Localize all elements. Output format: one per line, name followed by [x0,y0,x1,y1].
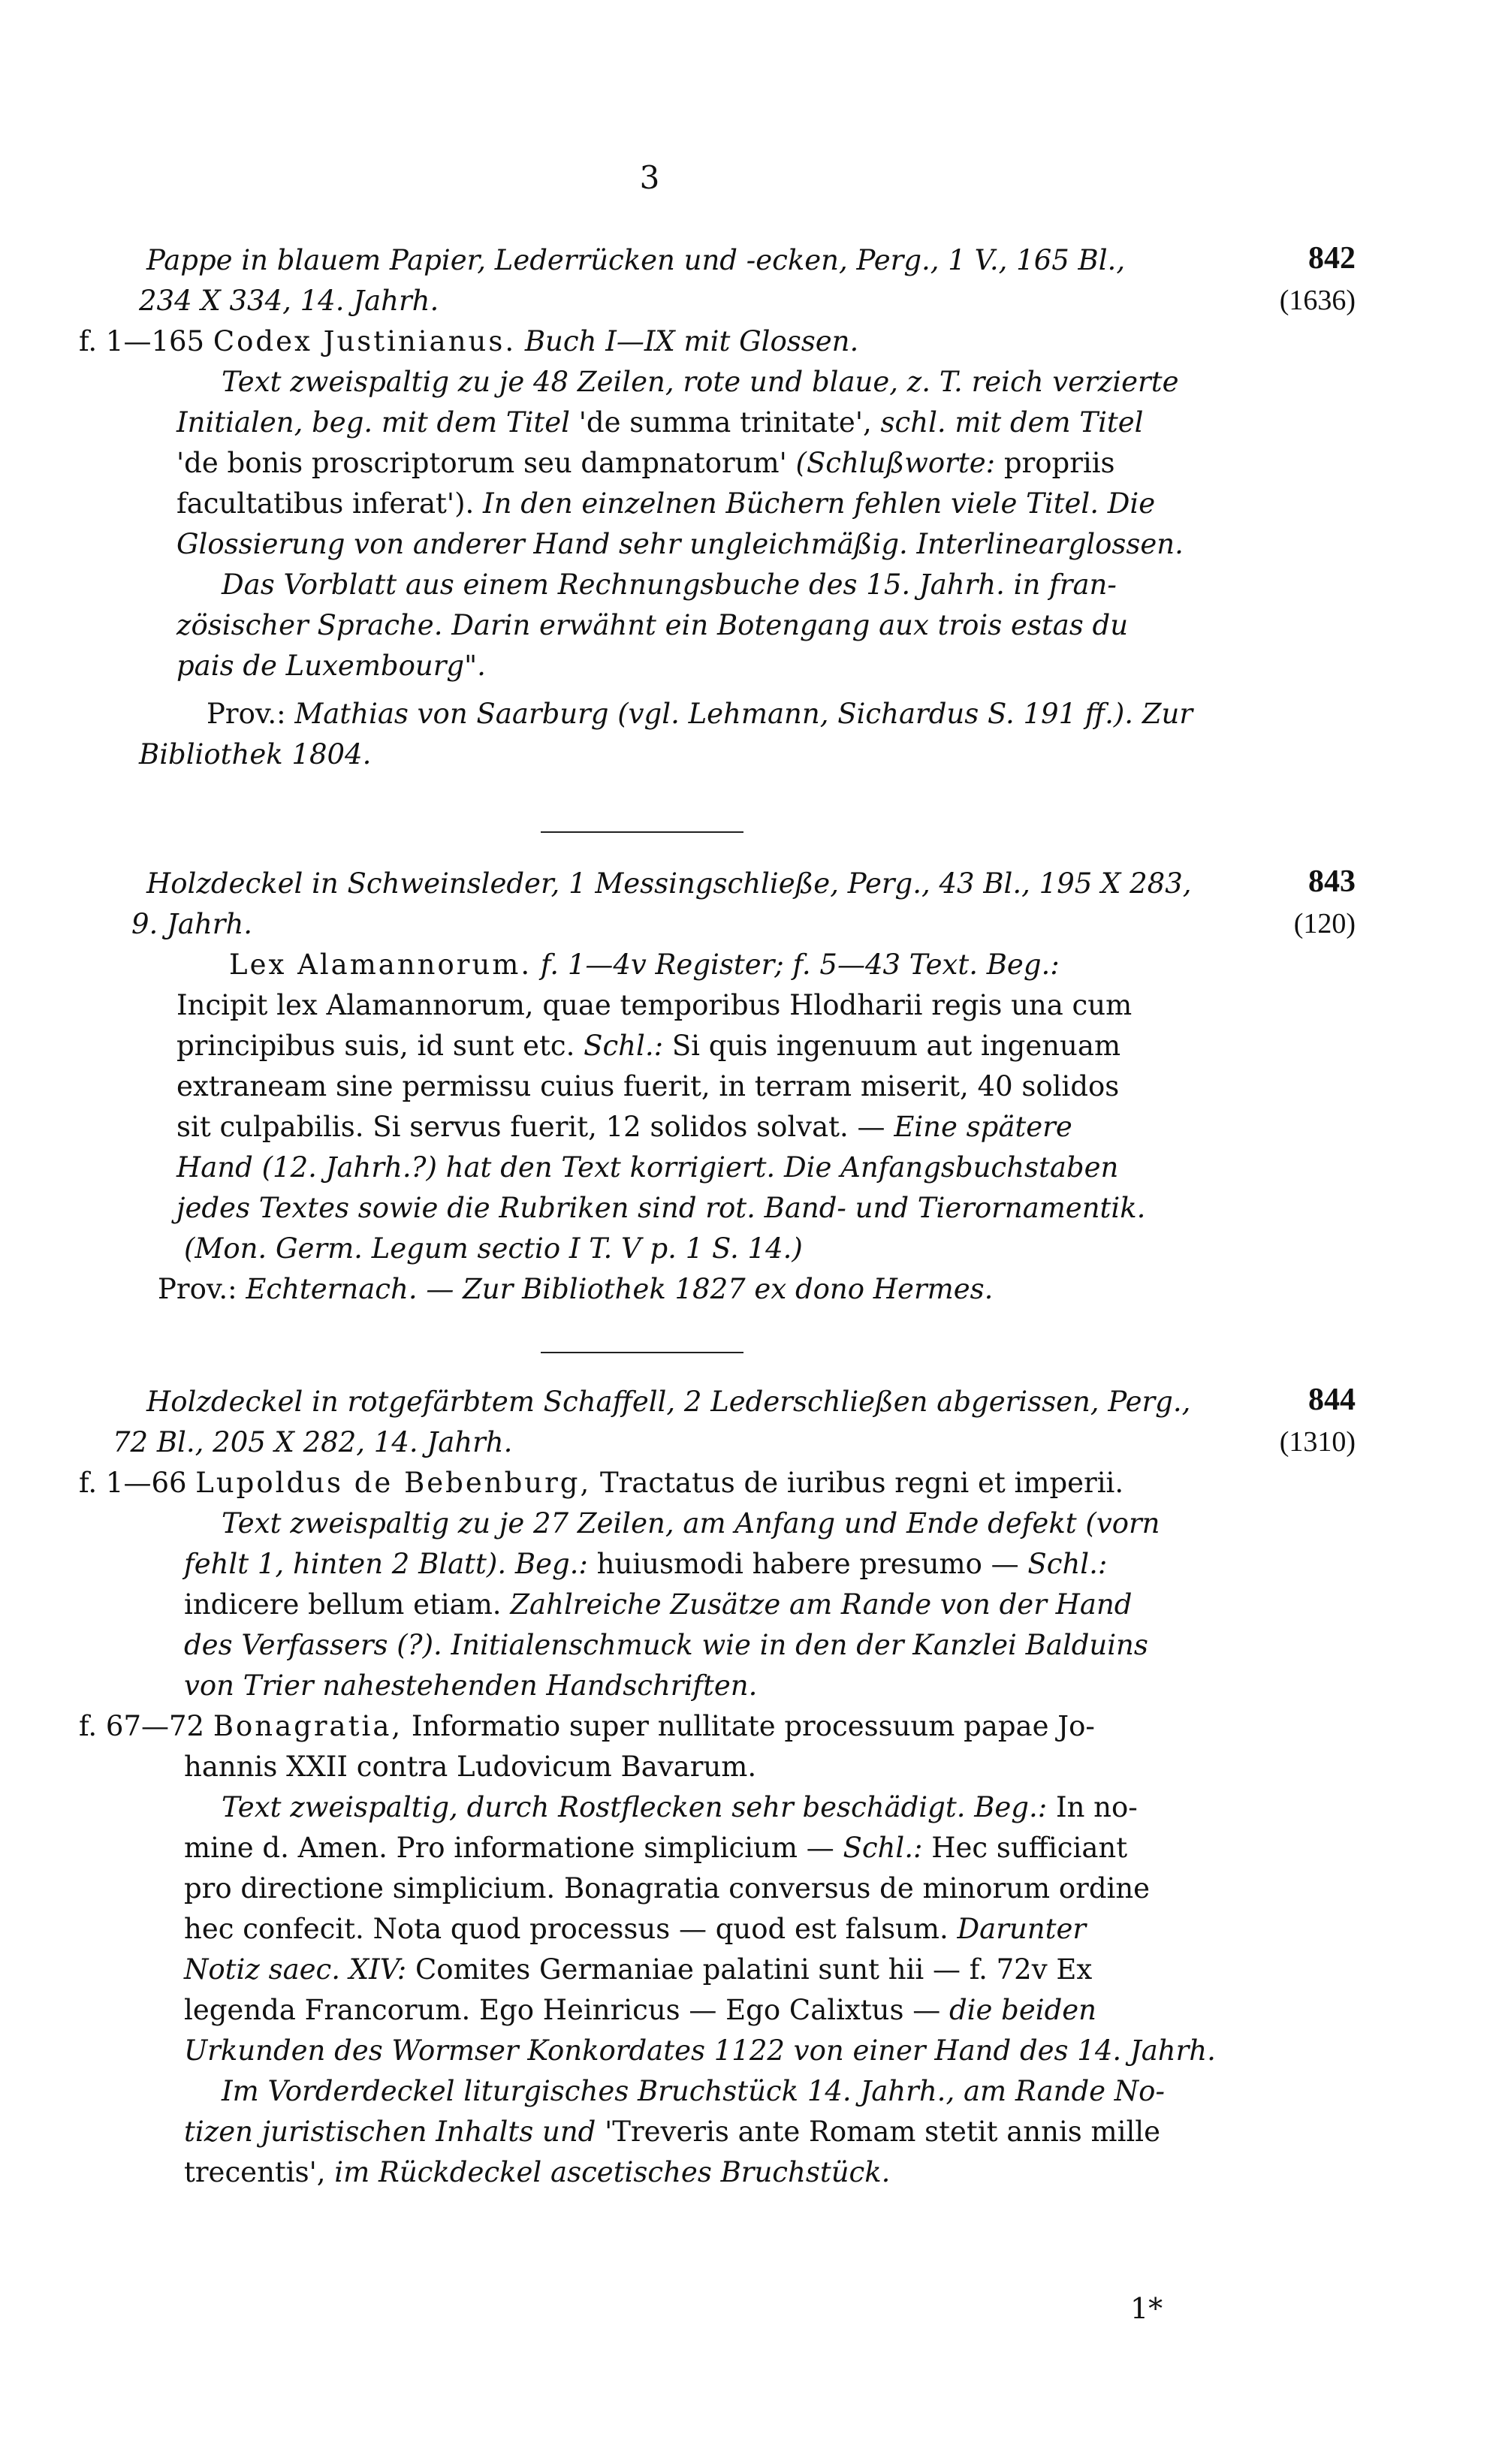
content-line: hannis XXII contra Ludovicum Bavarum. [184,1751,757,1783]
entry-description: Holzdeckel in Schweinsleder, 1 Messingschließe, Perg., 43 Bl., 195 X 283, [146,867,1192,900]
catalog-entry-844 [79,1382,1356,2193]
content-line: Incipit lex Alamannorum, quae temporibus Hlodharii regis una cum [176,989,1133,1021]
content-line: Text zweispaltig, durch Rostflecken sehr beschädigt. Beg.: In no- [222,1791,1138,1823]
entry-description-cont: 9. Jahrh. [131,908,253,940]
old-number: (1310) [1279,1426,1356,1458]
content-line: Glossierung von anderer Hand sehr ungleichmäßig. Interlinearglossen. [176,528,1184,560]
content-line: des Verfassers (?). Initialenschmuck wie in den der Kanzlei Balduins [184,1629,1148,1661]
content-line: Das Vorblatt aus einem Rechnungsbuche des 15. Jahrh. in fran- [222,568,1117,601]
content-line: 'de bonis proscriptorum seu dampnatorum' (Schlußworte: propriis [176,447,1115,479]
entry-description: Holzdeckel in rotgefärbtem Schaffell, 2 Lederschließen abgerissen, Perg., [146,1386,1191,1418]
old-number: (120) [1293,908,1356,939]
content-line: Text zweispaltig zu je 27 Zeilen, am Anfang und Ende defekt (vorn [222,1507,1160,1540]
content-line: hec confecit. Nota quod processus — quod est falsum. Darunter [184,1913,1087,1945]
content-line: pro directione simplicium. Bonagratia conversus de minorum ordine [184,1872,1151,1905]
content-line: (Mon. Germ. Legum sectio I T. V p. 1 S. 14.) [184,1232,803,1265]
content-line: extraneam sine permissu cuius fuerit, in terram miserit, 40 solidos [176,1070,1120,1102]
content-line: fehlt 1, hinten 2 Blatt). Beg.: huiusmodi habere presumo — Schl.: [184,1548,1108,1580]
content-line: pais de Luxembourg". [176,650,486,682]
provenance-line: Prov.: Echternach. — Zur Bibliothek 1827 ex dono Hermes. [158,1273,994,1305]
separator-rule [541,831,743,833]
content-line: indicere bellum etiam. Zahlreiche Zusätze am Rande von der Hand [184,1588,1133,1621]
entry-description-cont: 234 X 334, 14. Jahrh. [139,285,439,317]
entry-description-cont: 72 Bl., 205 X 282, 14. Jahrh. [113,1426,513,1458]
content-line: zösischer Sprache. Darin erwähnt ein Botengang aux trois estas du [176,609,1129,641]
content-line: Hand (12. Jahrh.?) hat den Text korrigiert. Die Anfangsbuchstaben [176,1151,1119,1184]
content-line: von Trier nahestehenden Handschriften. [184,1669,758,1702]
old-number: (1636) [1279,285,1356,316]
content-line: Im Vorderdeckel liturgisches Bruchstück 14. Jahrh., am Rande No- [222,2075,1165,2107]
content-line: principibus suis, id sunt etc. Schl.: Si quis ingenuum aut ingenuam [176,1030,1121,1062]
catalog-entry-842 [79,240,1356,775]
content-line: f. 1—165 Codex Justinianus. Buch I—IX mit Glossen. [79,325,859,357]
shelf-number: 844 [1308,1383,1356,1417]
shelf-number: 843 [1308,864,1356,899]
content-line: jedes Textes sowie die Rubriken sind rot. Band- und Tierornamentik. [176,1192,1146,1224]
content-line: tizen juristischen Inhalts und 'Treveris ante Romam stetit annis mille [184,2116,1161,2148]
catalog-entry-843 [79,864,1356,1310]
content-line: facultatibus inferat'). In den einzelnen Büchern fehlen viele Titel. Die [176,487,1156,520]
content-line: Text zweispaltig zu je 48 Zeilen, rote und blaue, z. T. reich verzierte [222,366,1179,398]
shelf-number: 842 [1308,241,1356,276]
content-line: Notiz saec. XIV: Comites Germaniae palatini sunt hii — f. 72v Ex [184,1953,1093,1986]
content-line: legenda Francorum. Ego Heinricus — Ego Calixtus — die beiden [184,1994,1097,2026]
content-line: trecentis', im Rückdeckel ascetisches Bruchstück. [184,2156,891,2188]
content-line: mine d. Amen. Pro informatione simplicium — Schl.: Hec sufficiant [184,1832,1128,1864]
entry-description: Pappe in blauem Papier, Lederrücken und -ecken, Perg., 1 V., 165 Bl., [146,244,1126,276]
provenance-line: Prov.: Mathias von Saarburg (vgl. Lehmann, Sichardus S. 191 ff.). Zur [207,698,1193,730]
content-line: f. 67—72 Bonagratia, Informatio super nullitate processuum papae Jo- [79,1710,1095,1742]
signature-mark: 1* [1130,2292,1163,2325]
separator-rule [541,1352,743,1353]
content-line: Urkunden des Wormser Konkordates 1122 von einer Hand des 14. Jahrh. [184,2034,1216,2067]
content-line: sit culpabilis. Si servus fuerit, 12 solidos solvat. — Eine spätere [176,1111,1072,1143]
provenance-line-cont: Bibliothek 1804. [139,738,372,771]
page-number: 3 [639,159,660,196]
content-line: Initialen, beg. mit dem Titel 'de summa trinitate', schl. mit dem Titel [176,406,1144,439]
content-line: Lex Alamannorum. f. 1—4v Register; f. 5—43 Text. Beg.: [229,949,1060,981]
content-line: f. 1—66 Lupoldus de Bebenburg, Tractatus de iuribus regni et imperii. [79,1467,1124,1499]
